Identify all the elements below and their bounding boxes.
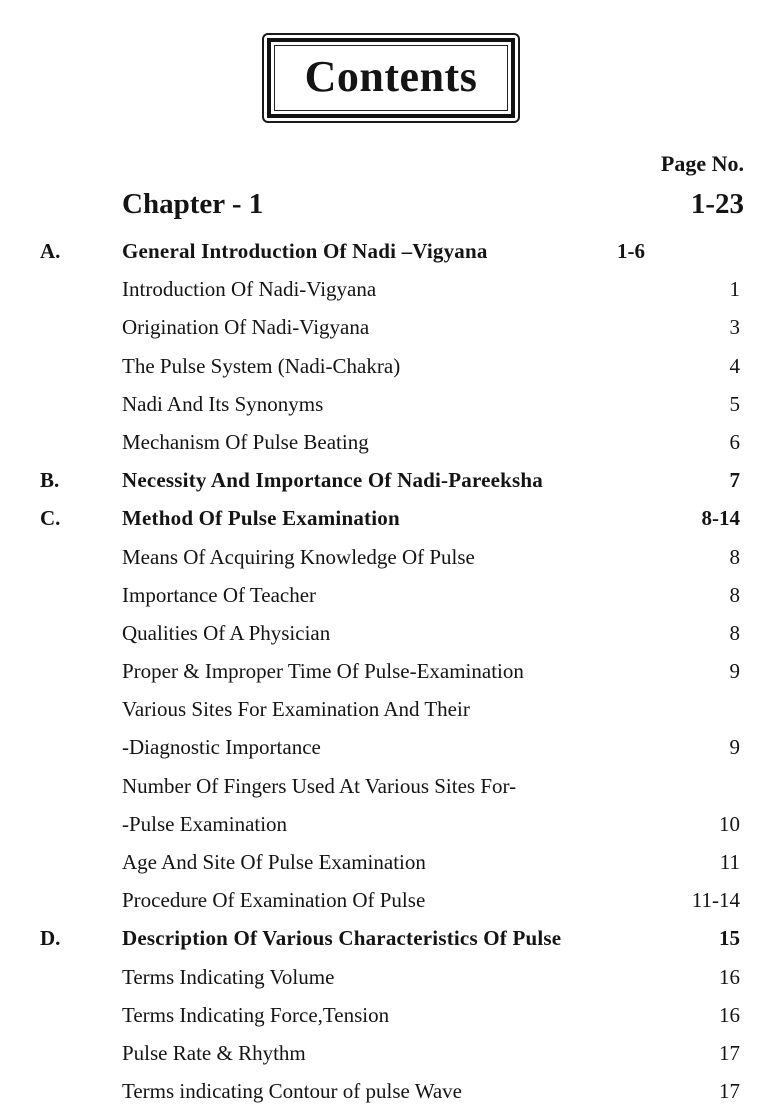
item-title: -Diagnostic Importance xyxy=(122,735,321,760)
item-title: Various Sites For Examination And Their xyxy=(122,697,470,722)
section-title: Necessity And Importance Of Nadi-Pareeksha xyxy=(122,468,543,493)
toc-item-row xyxy=(0,728,780,766)
title-frame-innermost xyxy=(274,45,508,111)
item-page: 9 xyxy=(729,659,740,684)
item-page: 10 xyxy=(719,811,740,836)
toc-item-row xyxy=(0,996,780,1034)
item-page: 16 xyxy=(719,1002,740,1027)
toc-item-row xyxy=(0,270,780,308)
item-page: 17 xyxy=(719,1040,740,1065)
item-title: Proper & Improper Time Of Pulse-Examination xyxy=(122,659,524,684)
toc-item-row xyxy=(0,1072,780,1110)
item-title: Number Of Fingers Used At Various Sites For- xyxy=(122,773,517,798)
item-page: 5 xyxy=(729,391,740,416)
toc-item-row xyxy=(0,347,780,385)
section-title: General Introduction Of Nadi –Vigyana xyxy=(122,239,488,263)
item-page: 9 xyxy=(729,735,740,760)
item-page: 1 xyxy=(729,277,740,302)
item-page: 17 xyxy=(719,1079,740,1104)
toc-section-row xyxy=(0,232,780,270)
section-page: 15 xyxy=(719,926,740,951)
toc-item-row xyxy=(0,767,780,805)
toc-item-row xyxy=(0,805,780,843)
section-title: Method Of Pulse Examination xyxy=(122,506,400,531)
section-letter: C. xyxy=(40,506,61,531)
table-of-contents xyxy=(0,232,780,1110)
item-title: Mechanism Of Pulse Beating xyxy=(122,429,369,454)
toc-item-row xyxy=(0,423,780,461)
section-letter: A. xyxy=(40,239,61,263)
toc-section-row xyxy=(0,919,780,957)
item-title: Terms Indicating Force,Tension xyxy=(122,1002,390,1027)
toc-item-row xyxy=(0,576,780,614)
contents-title-box xyxy=(262,33,520,123)
section-page: 8-14 xyxy=(701,506,740,531)
item-title: Introduction Of Nadi-Vigyana xyxy=(122,277,377,302)
toc-item-row xyxy=(0,385,780,423)
toc-item-row xyxy=(0,652,780,690)
section-title: Description Of Various Characteristics Of Pulse xyxy=(122,926,562,951)
item-page: 8 xyxy=(729,544,740,569)
page-title: Contents xyxy=(304,52,478,101)
item-title: Qualities Of A Physician xyxy=(122,620,331,645)
item-page: 16 xyxy=(719,964,740,989)
toc-item-row xyxy=(0,308,780,346)
toc-item-row xyxy=(0,614,780,652)
section-letter: B. xyxy=(40,468,60,493)
item-page: 4 xyxy=(729,353,740,378)
toc-section-row xyxy=(0,461,780,499)
title-frame-inner xyxy=(267,38,515,118)
section-letter: D. xyxy=(40,926,61,951)
item-page: 11 xyxy=(719,850,740,874)
item-page: 3 xyxy=(729,315,740,340)
item-title: Age And Site Of Pulse Examination xyxy=(122,850,426,874)
chapter-title: Chapter - 1 xyxy=(122,188,264,220)
item-title: Means Of Acquiring Knowledge Of Pulse xyxy=(122,544,475,569)
page-number-column-header: Page No. xyxy=(660,151,744,176)
item-page: 11-14 xyxy=(691,888,740,913)
section-page: 7 xyxy=(729,468,740,493)
chapter-heading-row xyxy=(0,188,780,228)
item-title: Terms Indicating Volume xyxy=(122,964,335,989)
toc-item-row xyxy=(0,538,780,576)
item-title: Origination Of Nadi-Vigyana xyxy=(122,315,370,340)
toc-item-row xyxy=(0,690,780,728)
toc-item-row xyxy=(0,1034,780,1072)
toc-item-row xyxy=(0,843,780,881)
item-page: 8 xyxy=(729,582,740,607)
chapter-page-range: 1-23 xyxy=(690,188,744,220)
toc-section-row xyxy=(0,499,780,537)
item-title: Terms indicating Contour of pulse Wave xyxy=(122,1079,462,1104)
item-title: Nadi And Its Synonyms xyxy=(122,391,324,416)
section-page: 1-6 xyxy=(617,239,645,263)
item-title: Pulse Rate & Rhythm xyxy=(122,1040,306,1065)
item-title: Importance Of Teacher xyxy=(122,582,317,607)
item-page: 6 xyxy=(729,429,740,454)
item-title: The Pulse System (Nadi-Chakra) xyxy=(122,353,401,378)
item-page: 8 xyxy=(729,620,740,645)
toc-item-row xyxy=(0,958,780,996)
toc-item-row xyxy=(0,881,780,919)
item-title: -Pulse Examination xyxy=(122,811,288,836)
item-title: Procedure Of Examination Of Pulse xyxy=(122,888,426,913)
